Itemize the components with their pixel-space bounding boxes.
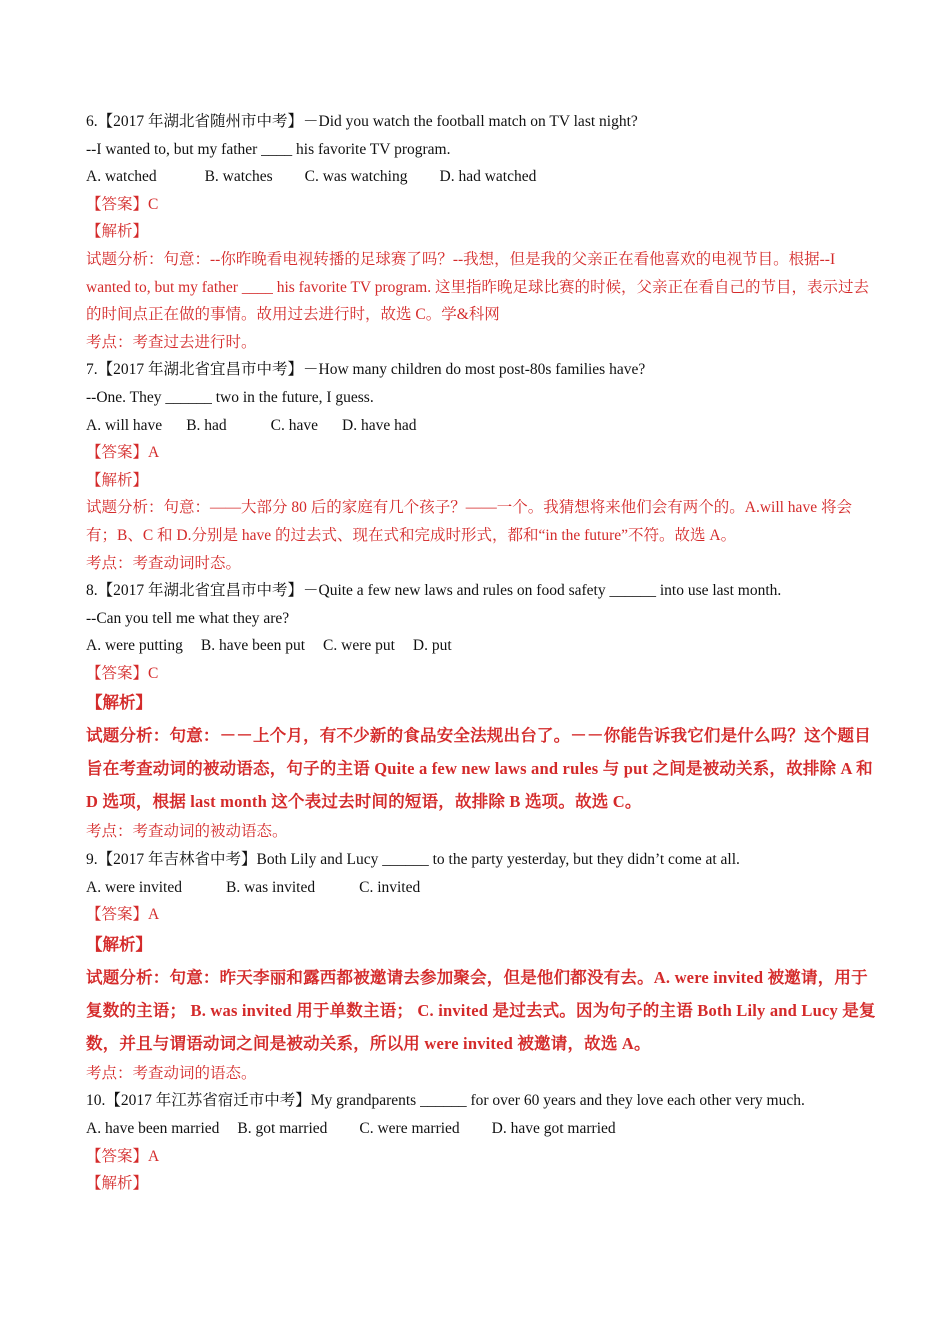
option-a: A. were putting bbox=[86, 637, 183, 655]
exam-point: 考点：考查动词的语态。 bbox=[86, 1064, 257, 1082]
analysis-label: 【解析】 bbox=[86, 934, 152, 954]
analysis-text: 试题分析：句意：——大部分 80 后的家庭有几个孩子？——一个。我猜想将来他们会有两个的。A.will have 将会有；B、C 和 D.分别是 have 的过去式、现在式和完成时形式，都和“in the future”不符。故选 A。 bbox=[86, 499, 852, 544]
analysis-text: 试题分析：句意：昨天李丽和露西都被邀请去参加聚会，但是他们都没有去。A. were invited 被邀请，用于复数的主语； B. was invited 用于单数主语； C. invited 是过去式。因为句子的主语 Both Lily and Lucy 是复数，并且与谓语动词之间是被动关系，所以用 were invited 被邀请，故选 A。 bbox=[86, 967, 876, 1053]
option-c: C. have bbox=[270, 416, 319, 434]
analysis-text: 试题分析：句意：--你昨晚看电视转播的足球赛了吗？--我想，但是我的父亲正在看他喜欢的电视节目。根据--I wanted to, but my father ____ his favorite TV program. 这里指昨晚足球比赛的时候，父亲正在看自己的节目，表示过去的时间点正在做的事情。故用过去进行时，故选 C。学&科网 bbox=[86, 250, 869, 324]
answer-options bbox=[86, 874, 876, 902]
option-d: D. had watched bbox=[439, 168, 537, 186]
analysis-label: 【解析】 bbox=[86, 1175, 149, 1193]
option-b: B. watches bbox=[204, 168, 273, 186]
question-9 bbox=[86, 846, 876, 1087]
option-a: A. have been married bbox=[86, 1120, 220, 1138]
question-8 bbox=[86, 577, 876, 846]
option-b: B. got married bbox=[237, 1120, 328, 1138]
question-stem: 9.【2017 年吉林省中考】Both Lily and Lucy ______ to the party yesterday, but they didn’t come at all. bbox=[86, 851, 740, 869]
option-c: C. invited bbox=[359, 878, 421, 896]
analysis-label: 【解析】 bbox=[86, 471, 149, 489]
question-7 bbox=[86, 356, 876, 577]
answer-options bbox=[86, 632, 876, 660]
option-b: B. have been put bbox=[200, 637, 306, 655]
option-c: C. were married bbox=[359, 1120, 460, 1138]
option-d: D. put bbox=[412, 637, 452, 655]
option-d: D. have had bbox=[342, 416, 417, 434]
option-a: A. will have bbox=[86, 416, 163, 434]
question-stem: 10.【2017 年江苏省宿迁市中考】My grandparents ______ for over 60 years and they love each other very much. bbox=[86, 1092, 805, 1110]
answer-options bbox=[86, 1115, 876, 1143]
answer-key: 【答案】A bbox=[86, 444, 160, 462]
analysis-label: 【解析】 bbox=[86, 223, 149, 241]
analysis-label: 【解析】 bbox=[86, 693, 152, 713]
answer-key: 【答案】C bbox=[86, 664, 159, 682]
answer-options bbox=[86, 412, 876, 440]
option-c: C. was watching bbox=[304, 168, 408, 186]
exam-point: 考点：考查动词的被动语态。 bbox=[86, 823, 288, 841]
option-a: A. were invited bbox=[86, 878, 182, 896]
question-stem: 8.【2017 年湖北省宜昌市中考】－Quite a few new laws and rules on food safety ______ into use last month. bbox=[86, 582, 782, 600]
question-dialog: --One. They ______ two in the future, I guess. bbox=[86, 388, 374, 406]
answer-key: 【答案】A bbox=[86, 1147, 160, 1165]
option-b: B. had bbox=[186, 416, 227, 434]
question-6 bbox=[86, 108, 876, 356]
question-dialog: --I wanted to, but my father ____ his favorite TV program. bbox=[86, 140, 451, 158]
document-page bbox=[86, 108, 876, 1198]
answer-key: 【答案】C bbox=[86, 195, 159, 213]
question-10 bbox=[86, 1087, 876, 1197]
answer-options bbox=[86, 163, 876, 191]
exam-point: 考点：考查过去进行时。 bbox=[86, 333, 257, 351]
option-d: D. have got married bbox=[491, 1120, 616, 1138]
option-c: C. were put bbox=[323, 637, 395, 655]
option-a: A. watched bbox=[86, 168, 157, 186]
option-b: B. was invited bbox=[225, 878, 316, 896]
question-stem: 6.【2017 年湖北省随州市中考】－Did you watch the football match on TV last night? bbox=[86, 113, 638, 130]
analysis-text: 试题分析：句意：－－上个月，有不少新的食品安全法规出台了。－－你能告诉我它们是什么吗？这个题目旨在考查动词的被动语态，句子的主语 Quite a few new laws and rules 与 put 之间是被动关系，故排除 A 和 D 选项，根据 last month 这个表过去时间的短语，故排除 B 选项。故选 C。 bbox=[86, 726, 873, 812]
answer-key: 【答案】A bbox=[86, 906, 160, 924]
question-dialog: --Can you tell me what they are? bbox=[86, 609, 290, 627]
question-stem: 7.【2017 年湖北省宜昌市中考】－How many children do most post-80s families have? bbox=[86, 361, 646, 379]
exam-point: 考点：考查动词时态。 bbox=[86, 554, 242, 572]
